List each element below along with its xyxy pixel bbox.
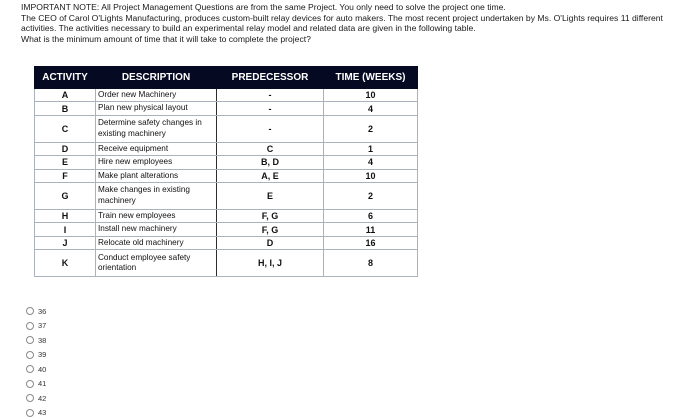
table-row xyxy=(35,182,418,209)
header-description: DESCRIPTION xyxy=(96,67,217,89)
answer-option[interactable] xyxy=(26,391,46,406)
predecessor-cell: E xyxy=(217,182,324,209)
time-cell: 2 xyxy=(324,115,418,142)
predecessor-cell: F, G xyxy=(217,223,324,236)
time-cell: 10 xyxy=(324,89,418,102)
activity-cell: A xyxy=(35,89,96,102)
description-cell: Determine safety changes in existing machinery xyxy=(96,115,217,142)
predecessor-cell: B, D xyxy=(217,156,324,169)
description-cell: Make changes in existing machinery xyxy=(96,182,217,209)
time-cell: 2 xyxy=(324,182,418,209)
answer-option-label: 39 xyxy=(38,350,46,359)
time-cell: 1 xyxy=(324,142,418,155)
description-cell: Train new employees xyxy=(96,209,217,222)
table-body xyxy=(35,89,418,277)
time-cell: 11 xyxy=(324,223,418,236)
time-cell: 4 xyxy=(324,156,418,169)
table-row xyxy=(35,115,418,142)
radio-button[interactable] xyxy=(26,351,34,359)
table-row xyxy=(35,250,418,277)
radio-button[interactable] xyxy=(26,394,34,402)
answer-option-label: 43 xyxy=(38,408,46,417)
radio-button[interactable] xyxy=(26,380,34,388)
activity-cell: H xyxy=(35,209,96,222)
header-activity: ACTIVITY xyxy=(35,67,96,89)
time-cell: 8 xyxy=(324,250,418,277)
table-row xyxy=(35,102,418,115)
predecessor-cell: - xyxy=(217,115,324,142)
table-row xyxy=(35,89,418,102)
answer-option-label: 37 xyxy=(38,321,46,330)
description-cell: Order new Machinery xyxy=(96,89,217,102)
radio-button[interactable] xyxy=(26,336,34,344)
activity-cell: K xyxy=(35,250,96,277)
table-header-row xyxy=(35,67,418,89)
question-prompt: What is the minimum amount of time that it will take to complete the project? xyxy=(21,34,691,45)
predecessor-cell: C xyxy=(217,142,324,155)
predecessor-cell: - xyxy=(217,102,324,115)
table-row xyxy=(35,223,418,236)
answer-option[interactable] xyxy=(26,304,46,319)
header-time: TIME (WEEKS) xyxy=(324,67,418,89)
predecessor-cell: F, G xyxy=(217,209,324,222)
activity-table xyxy=(34,66,418,277)
answer-option[interactable] xyxy=(26,377,46,392)
time-cell: 10 xyxy=(324,169,418,182)
table-row xyxy=(35,156,418,169)
table-row xyxy=(35,142,418,155)
predecessor-cell: D xyxy=(217,236,324,249)
answer-options xyxy=(26,304,46,420)
header-predecessor: PREDECESSOR xyxy=(217,67,324,89)
predecessor-cell: - xyxy=(217,89,324,102)
description-cell: Relocate old machinery xyxy=(96,236,217,249)
answer-option[interactable] xyxy=(26,362,46,377)
answer-option-label: 38 xyxy=(38,336,46,345)
activity-cell: F xyxy=(35,169,96,182)
description-cell: Install new machinery xyxy=(96,223,217,236)
table-row xyxy=(35,236,418,249)
time-cell: 6 xyxy=(324,209,418,222)
radio-button[interactable] xyxy=(26,307,34,315)
answer-option-label: 40 xyxy=(38,365,46,374)
radio-button[interactable] xyxy=(26,322,34,330)
activity-cell: I xyxy=(35,223,96,236)
radio-button[interactable] xyxy=(26,365,34,373)
radio-button[interactable] xyxy=(26,409,34,417)
important-note: IMPORTANT NOTE: All Project Management Questions are from the same Project. You only need to solve the project one time. xyxy=(21,2,691,13)
description-cell: Plan new physical layout xyxy=(96,102,217,115)
predecessor-cell: H, I, J xyxy=(217,250,324,277)
predecessor-cell: A, E xyxy=(217,169,324,182)
description-cell: Receive equipment xyxy=(96,142,217,155)
activity-cell: C xyxy=(35,115,96,142)
time-cell: 16 xyxy=(324,236,418,249)
answer-option[interactable] xyxy=(26,319,46,334)
answer-option-label: 42 xyxy=(38,394,46,403)
activity-cell: B xyxy=(35,102,96,115)
answer-option-label: 41 xyxy=(38,379,46,388)
question-paragraph: The CEO of Carol O'Lights Manufacturing, produces custom-built relay devices for auto makers. The most recent project undertaken by Ms. O'Lights requires 11 different activities. The activities necessary to build an experimental relay model and related data are given in the following table. xyxy=(21,13,691,34)
activity-cell: J xyxy=(35,236,96,249)
answer-option[interactable] xyxy=(26,333,46,348)
table-row xyxy=(35,169,418,182)
answer-option[interactable] xyxy=(26,348,46,363)
activity-cell: D xyxy=(35,142,96,155)
description-cell: Make plant alterations xyxy=(96,169,217,182)
time-cell: 4 xyxy=(324,102,418,115)
answer-option-label: 36 xyxy=(38,307,46,316)
description-cell: Conduct employee safety orientation xyxy=(96,250,217,277)
question-text xyxy=(21,2,691,44)
activity-cell: E xyxy=(35,156,96,169)
activity-cell: G xyxy=(35,182,96,209)
description-cell: Hire new employees xyxy=(96,156,217,169)
table-row xyxy=(35,209,418,222)
